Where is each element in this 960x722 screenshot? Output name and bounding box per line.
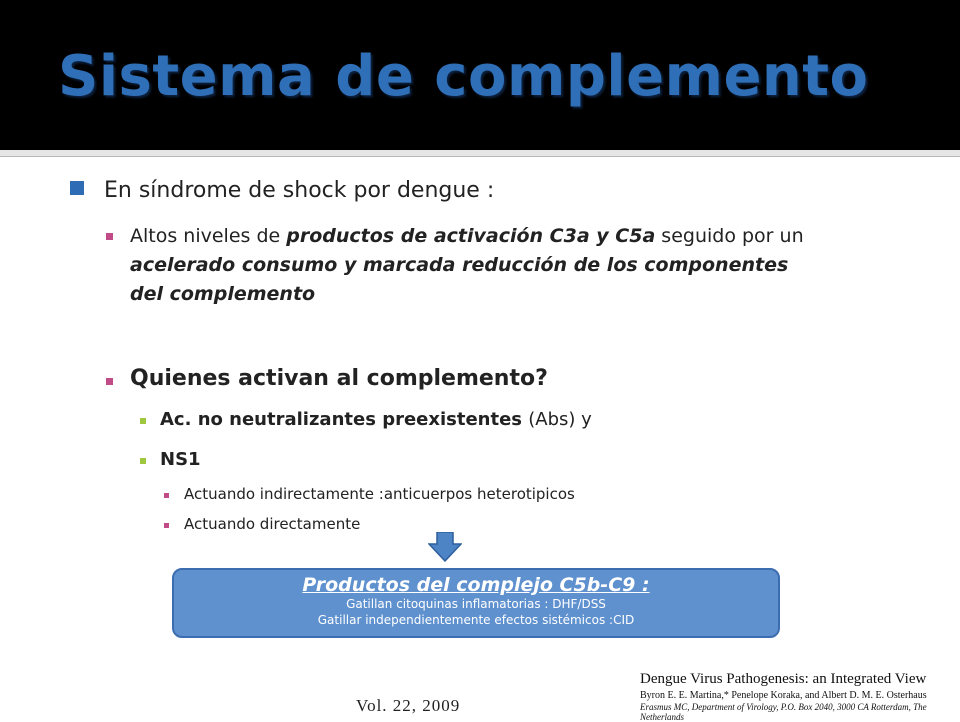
- citation-volume: Vol. 22, 2009: [356, 696, 461, 715]
- emphasis-text: productos de activación C3a y C5a: [286, 225, 656, 247]
- down-arrow-icon: [428, 532, 462, 562]
- bullet-level1-text: En síndrome de shock por dengue :: [104, 178, 495, 203]
- bullet-square-icon: [70, 181, 84, 195]
- emphasis-text: acelerado consumo y marcada reducción de los componentes del complemento: [130, 254, 789, 305]
- bullet-level2-activation: [106, 222, 826, 309]
- title-bar: [0, 0, 960, 150]
- citation-affiliation: Erasmus MC, Department of Virology, P.O. Box 2040, 3000 CA Rotterdam, The Netherlands: [640, 702, 927, 722]
- bullet-square-icon: [106, 233, 113, 240]
- bullet-question-text: Quienes activan al complemento?: [130, 366, 548, 391]
- bullet-level3-text: NS1: [160, 449, 201, 470]
- result-box-title: Productos del complejo C5b-C9 :: [302, 574, 650, 596]
- bullet-level4-text: Actuando indirectamente :anticuerpos heterotipicos: [184, 485, 575, 503]
- bullet-level3-text: [160, 409, 592, 430]
- bullet-level2-question: [106, 366, 548, 391]
- text-run: seguido por un: [655, 225, 804, 247]
- bullet-level2-text: [130, 222, 826, 309]
- slide-title: Sistema de complemento: [58, 44, 869, 109]
- bullet-square-icon: [140, 418, 146, 424]
- text-run: Altos niveles de: [130, 225, 287, 247]
- bullet-square-icon: [106, 378, 113, 385]
- bullet-level4-indirect: [164, 485, 575, 503]
- bullet-level1: [70, 178, 494, 203]
- text-run: Ac. no neutralizantes preexistentes: [160, 409, 529, 430]
- bullet-level3-antibodies: [140, 409, 592, 430]
- bullet-square-icon: [164, 493, 169, 498]
- citation-title: Dengue Virus Pathogenesis: an Integrated View: [640, 671, 927, 687]
- title-divider: [0, 150, 960, 157]
- bullet-level4-direct: [164, 515, 360, 533]
- result-box: [172, 568, 780, 638]
- result-box-line1: Gatillan citoquinas inflamatorias : DHF/DSS: [346, 597, 606, 611]
- bullet-level4-text: Actuando directamente: [184, 515, 361, 533]
- bullet-level3-ns1: [140, 449, 201, 470]
- result-box-line2: Gatillar independientemente efectos sistémicos :CID: [317, 613, 635, 627]
- citation-authors: Byron E. E. Martina,* Penelope Koraka, and Albert D. M. E. Osterhaus: [640, 690, 927, 701]
- bullet-square-icon: [140, 458, 146, 464]
- text-run: (Abs) y: [528, 409, 592, 430]
- bullet-square-icon: [164, 523, 169, 528]
- citation-block: [640, 671, 958, 722]
